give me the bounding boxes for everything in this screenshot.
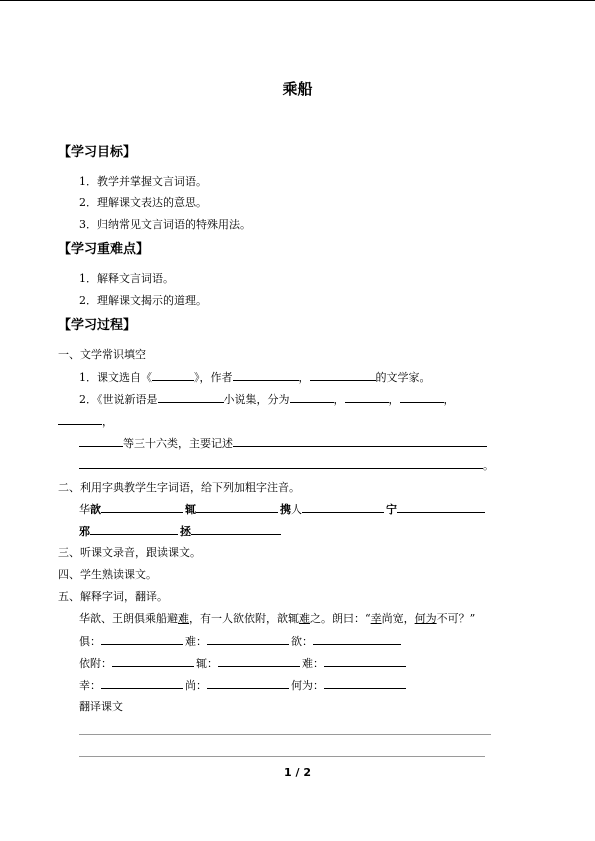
terms-row-1: 俱： 难： 欲： [79,634,401,649]
part1-q2-line3: 等三十六类，主要记述 [79,436,487,451]
translate-line-2[interactable] [79,756,485,757]
key-item-2: 2．理解课文揭示的道理。 [79,294,207,307]
page-number: 1 / 2 [284,766,311,779]
blank-genre[interactable] [158,392,224,403]
part1-q1: 1．课文选自《 》，作者 ， 的文学家。 [79,371,431,384]
part5-title: 五、解释字词，翻译。 [58,590,168,603]
blank-content-2[interactable] [79,458,483,469]
blank-era[interactable] [310,370,376,381]
part2-row2 [79,524,281,539]
blank-term-yifu[interactable] [112,656,194,667]
page-title: 乘船 [282,80,313,98]
part1-title: 一、文学常识填空 [58,348,146,361]
goal-item-3: 3．归纳常见文言词语的特殊用法。 [79,218,251,231]
blank-term-zhe[interactable] [218,656,300,667]
blank-term-nan-2[interactable] [324,656,406,667]
blank-book[interactable] [152,370,194,381]
blank-term-yu[interactable] [313,634,401,645]
heading-process: 【学习过程】 [58,318,137,333]
part1-q2-wrap: ， [58,414,113,429]
blank-term-hewei[interactable] [324,678,406,689]
underlined-nan-2: 难 [299,612,310,625]
blank-term-nan[interactable] [207,634,289,645]
bold-char-ning: 宁 [386,503,397,516]
goal-item-1: 1．教学并掌握文言词语。 [79,175,207,188]
terms-row-3: 幸： 尚： 何为： [79,678,406,693]
underlined-nan-1: 难 [178,612,189,625]
part3-title: 三、听课文录音，跟读课文。 [58,546,201,559]
blank-pinyin-3[interactable] [302,502,384,513]
blank-category-5[interactable] [79,436,123,447]
key-item-1: 1．解释文言词语。 [79,272,174,285]
heading-goals: 【学习目标】 [58,145,137,160]
part2-row1: 华歆 辄 携人 宁 [79,502,485,517]
blank-pinyin-4[interactable] [397,502,485,513]
blank-category-1[interactable] [290,392,334,403]
translate-line-1[interactable] [79,734,491,735]
bold-char-zhe: 辄 [185,503,196,516]
goal-item-2: 2．理解课文表达的意思。 [79,196,207,209]
bold-char-xie2: 邪 [79,525,90,538]
blank-pinyin-6[interactable] [191,524,281,535]
blank-term-ju[interactable] [101,634,183,645]
part1-q2: 2．《世说新语是 小说集，分为 ， ， ， [79,393,455,406]
blank-content[interactable] [233,436,487,447]
blank-category-2[interactable] [345,392,389,403]
passage-text: 华歆、王朗俱乘船避难，有一人欲依附，歆辄难之。朗曰：“幸尚宽，何为不可？” [79,612,476,625]
blank-pinyin-5[interactable] [90,524,178,535]
blank-author[interactable] [233,370,299,381]
bold-char-xie: 携 [280,503,291,516]
underlined-hewei: 何为 [414,612,437,625]
bold-char-xin: 歆 [90,503,101,516]
blank-pinyin-2[interactable] [196,502,278,513]
translate-label: 翻译课文 [79,700,123,713]
underlined-xing: 幸 [370,612,382,625]
terms-row-2: 依附： 辄： 难： [79,656,406,671]
part1-q2-line4: 。 [79,458,494,473]
top-border [0,0,595,1]
blank-pinyin-1[interactable] [101,502,183,513]
part2-title: 二、利用字典教学生字词语，给下列加粗字注音。 [58,481,300,494]
part4-title: 四、学生熟读课文。 [58,568,157,581]
blank-term-shang[interactable] [207,678,289,689]
blank-category-4[interactable] [58,414,102,425]
blank-term-xing[interactable] [101,678,183,689]
blank-category-3[interactable] [400,392,444,403]
heading-key-points: 【学习重难点】 [58,242,150,257]
bold-char-zheng: 拯 [180,525,191,538]
